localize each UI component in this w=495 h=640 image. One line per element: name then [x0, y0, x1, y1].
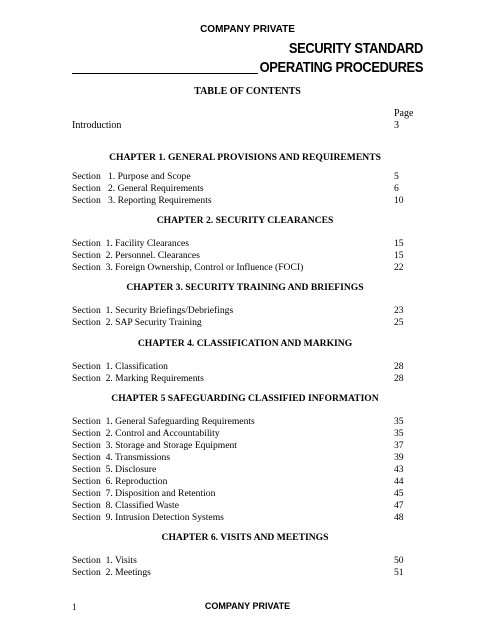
toc-entry-ch4-s2[interactable] — [72, 373, 412, 385]
toc-entry-ch6-s1[interactable] — [72, 555, 412, 567]
toc-entry-ch2-s3[interactable] — [72, 262, 412, 274]
toc-entry-label: Section 1. Purpose and Scope — [72, 171, 191, 182]
toc-entry-ch5-s3[interactable] — [72, 440, 412, 452]
toc-entry-page: 43 — [394, 464, 404, 475]
toc-entry-label: Section 2. Personnel. Clearances — [72, 250, 200, 261]
toc-entry-ch4-s1[interactable] — [72, 361, 412, 373]
toc-entry-page: 6 — [394, 183, 399, 194]
toc-entry-page: 5 — [394, 171, 399, 182]
toc-entry-ch5-s4[interactable] — [72, 452, 412, 464]
toc-entry-label: Section 2. General Requirements — [72, 183, 204, 194]
chapter-1-heading: CHAPTER 1. GENERAL PROVISIONS AND REQUIREMENTS — [109, 152, 381, 163]
toc-entry-label: Section 9. Intrusion Detection Systems — [72, 512, 224, 523]
toc-entry-label: Section 7. Disposition and Retention — [72, 488, 216, 499]
toc-heading: TABLE OF CONTENTS — [194, 86, 301, 97]
chapter-3-heading: CHAPTER 3. SECURITY TRAINING AND BRIEFINGS — [126, 282, 364, 293]
toc-entry-ch5-s8[interactable] — [72, 500, 412, 512]
toc-entry-label: Section 5. Disclosure — [72, 464, 157, 475]
toc-entry-label: Section 1. Classification — [72, 361, 168, 372]
toc-entry-page: 45 — [394, 488, 404, 499]
toc-entry-label: Section 1. Security Briefings/Debriefings — [72, 305, 234, 316]
toc-entry-label: Section 2. Control and Accountability — [72, 428, 220, 439]
toc-entry-label: Section 2. Marking Requirements — [72, 373, 204, 384]
toc-entry-label: Section 1. Visits — [72, 555, 137, 566]
toc-entry-label: Section 3. Reporting Requirements — [72, 195, 212, 206]
chapter-5-heading: CHAPTER 5 SAFEGUARDING CLASSIFIED INFORMATION — [111, 393, 379, 404]
toc-entry-page: 50 — [394, 555, 404, 566]
toc-entry-ch5-s9[interactable] — [72, 512, 412, 524]
toc-entry-page: 39 — [394, 452, 404, 463]
toc-entry-label: Section 6. Reproduction — [72, 476, 168, 487]
toc-entry-label: Section 3. Foreign Ownership, Control or Influence (FOCI) — [72, 262, 304, 273]
toc-entry-label: Section 2. SAP Security Training — [72, 317, 202, 328]
toc-entry-ch2-s1[interactable] — [72, 238, 412, 250]
toc-entry-page: 15 — [394, 250, 404, 261]
toc-entry-ch3-s2[interactable] — [72, 317, 412, 329]
toc-entry-page: 51 — [394, 567, 404, 578]
title-underline — [72, 73, 258, 74]
document-title-line2: OPERATING PROCEDURES — [259, 59, 423, 76]
toc-entry-page: 10 — [394, 195, 404, 206]
toc-entry-label: Section 4. Transmissions — [72, 452, 171, 463]
toc-entry-page: 37 — [394, 440, 404, 451]
toc-entry-label: Section 3. Storage and Storage Equipment — [72, 440, 237, 451]
header-classification: COMPANY PRIVATE — [200, 24, 295, 35]
chapter-2-heading: CHAPTER 2. SECURITY CLEARANCES — [156, 215, 334, 226]
toc-entry-ch2-s2[interactable] — [72, 250, 412, 262]
toc-entry-label: Section 1. Facility Clearances — [72, 238, 189, 249]
toc-entry-page: 15 — [394, 238, 404, 249]
toc-entry-page: 28 — [394, 373, 404, 384]
toc-entry-ch1-s1[interactable] — [72, 171, 412, 183]
toc-entry-ch6-s2[interactable] — [72, 567, 412, 579]
page-column-label: Page — [394, 108, 414, 119]
chapter-6-heading: CHAPTER 6. VISITS AND MEETINGS — [161, 532, 329, 543]
document-title-line1: SECURITY STANDARD — [288, 40, 423, 57]
toc-entry-label: Section 8. Classified Waste — [72, 500, 179, 511]
toc-entry-label: Section 2. Meetings — [72, 567, 151, 578]
toc-entry-ch1-s2[interactable] — [72, 183, 412, 195]
toc-entry-ch5-s5[interactable] — [72, 464, 412, 476]
toc-entry-page: 48 — [394, 512, 404, 523]
toc-entry-page: 22 — [394, 262, 404, 273]
toc-entry-label: Section 1. General Safeguarding Requirements — [72, 416, 255, 427]
toc-entry-page: 28 — [394, 361, 404, 372]
toc-entry-ch1-s3[interactable] — [72, 195, 412, 207]
toc-entry-ch5-s7[interactable] — [72, 488, 412, 500]
toc-entry-page: 35 — [394, 428, 404, 439]
toc-entry-introduction[interactable] — [72, 120, 407, 131]
toc-entry-ch5-s6[interactable] — [72, 476, 412, 488]
toc-entry-page: 44 — [394, 476, 404, 487]
toc-entry-page: 23 — [394, 305, 404, 316]
toc-entry-ch3-s1[interactable] — [72, 305, 412, 317]
chapter-4-heading: CHAPTER 4. CLASSIFICATION AND MARKING — [137, 338, 353, 349]
toc-entry-label: Introduction — [72, 120, 122, 131]
footer-page-number: 1 — [72, 602, 77, 612]
footer-classification: COMPANY PRIVATE — [204, 601, 291, 611]
toc-entry-page: 47 — [394, 500, 404, 511]
toc-entry-ch5-s1[interactable] — [72, 416, 412, 428]
toc-entry-ch5-s2[interactable] — [72, 428, 412, 440]
toc-entry-page: 25 — [394, 317, 404, 328]
toc-entry-page: 35 — [394, 416, 404, 427]
toc-entry-page: 3 — [394, 120, 399, 131]
